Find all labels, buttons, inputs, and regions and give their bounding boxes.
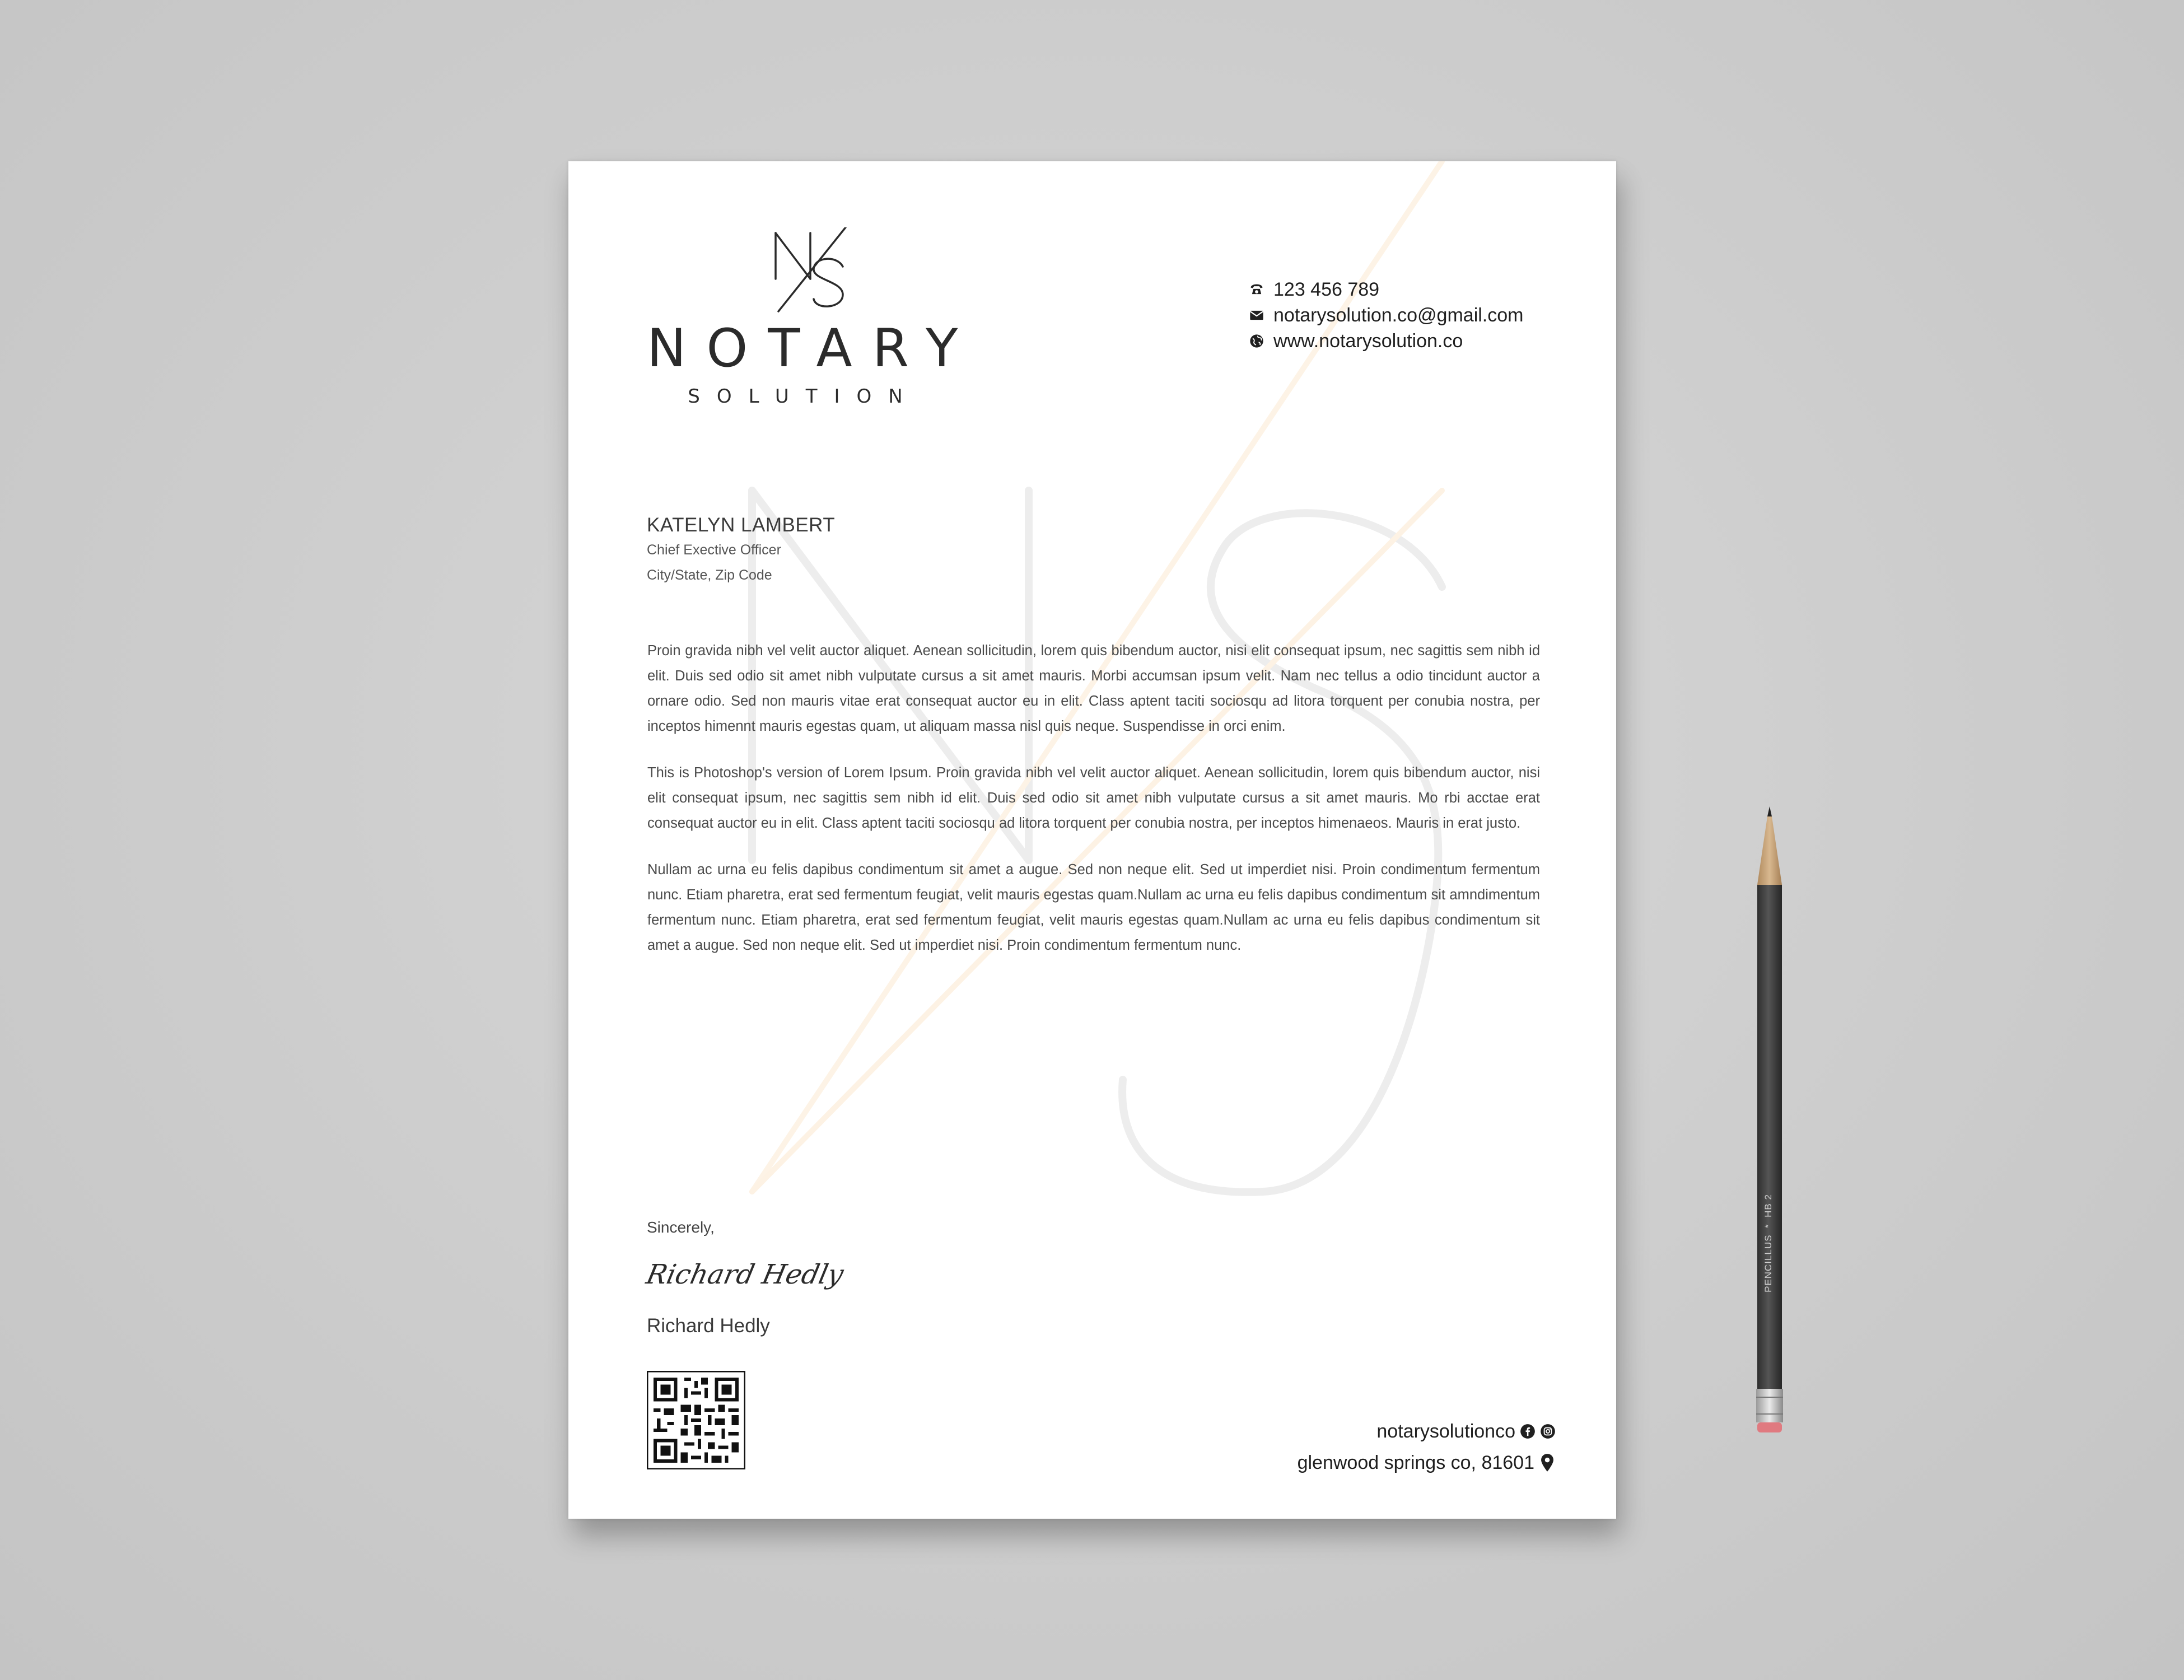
logo-wordmark: NOTARY xyxy=(647,318,978,379)
recipient-location: City/State, Zip Code xyxy=(647,567,772,583)
recipient-block xyxy=(647,513,835,588)
contact-phone xyxy=(1249,277,1523,302)
contact-block xyxy=(1249,277,1523,354)
recipient-title: Chief Exective Officer xyxy=(647,542,781,558)
body-paragraph: Nullam ac urna eu felis dapibus condimentum sit amet a augue. Sed non neque elit. Sed ut imperdiet nisi. Proin condimentum fermentum nunc. Etiam pharetra, erat sed fermentum feugiat, velit mauris egestas quam.Nullam ac urna eu felis dapibus condimentum sit amndimentum fermentum nunc. Etiam pharetra, erat sed fermentum feugiat, velit mauris egestas quam.Nullam ac urna eu felis dapibus condimentum sit amet a augue. Sed non neque elit. Sed ut imperdiet nisi. Proin condimentum fermentum nunc. xyxy=(647,862,1540,953)
phone-text: 123 456 789 xyxy=(1273,278,1380,300)
social-handle: notarysolutionco xyxy=(1376,1420,1515,1442)
footer-address xyxy=(1298,1447,1556,1478)
contact-website xyxy=(1249,328,1523,354)
qr-code-icon xyxy=(647,1371,745,1469)
letterhead-sheet xyxy=(568,161,1616,1519)
globe-icon xyxy=(1249,333,1264,349)
map-pin-icon xyxy=(1539,1453,1556,1472)
email-text: notarysolution.co@gmail.com xyxy=(1273,304,1524,326)
facebook-icon[interactable] xyxy=(1520,1424,1536,1439)
instagram-icon[interactable] xyxy=(1540,1424,1556,1439)
body-paragraph: Proin gravida nibh vel velit auctor aliquet. Aenean sollicitudin, lorem quis bibendum auctor, nisi elit consequat ipsum, nec sagittis sem nibh id elit. Duis sed odio sit amet nibh vulputate cursus a sit amet mauris. Morbi accumsan ipsum velit. Nam nec tellus a odio tincidunt auctor a ornare odio. Sed non mauris vitae erat consequat auctor eu in elit. Class aptent taciti sociosqu ad litora torquent per conubia nostra, per inceptos himennt mauris egestas quam, ut aliquam massa nisl quis neque. Suspendisse in orci enim. xyxy=(647,643,1540,734)
footer-contact xyxy=(1298,1416,1556,1478)
closing-salutation: Sincerely, xyxy=(647,1219,715,1236)
recipient-name: KATELYN LAMBERT xyxy=(647,514,836,536)
phone-icon xyxy=(1249,282,1264,297)
contact-email xyxy=(1249,302,1523,328)
logo-monogram-icon xyxy=(759,227,848,317)
website-text: www.notarysolution.co xyxy=(1273,330,1463,352)
signer-name: Richard Hedly xyxy=(647,1315,770,1337)
logo-tagline: SOLUTION xyxy=(688,385,920,408)
body-paragraph: This is Photoshop's version of Lorem Ipsum. Proin gravida nibh vel velit auctor aliquet. Aenean sollicitudin, lorem quis bibendum auctor, nisi elit consequat ipsum, nec sagittis sem nibh id elit. Duis sed odio sit amet nibh vulputate cursus a sit amet mauris. Mo rbi acctae erat consequat auctor eu in elit. Class aptent taciti sociosqu ad litora torquent per conubia nostra, per inceptos himenaeos. Mauris in erat justo. xyxy=(647,765,1540,831)
pencil-brand: PENCILLUS xyxy=(1763,1234,1774,1292)
company-logo xyxy=(647,227,978,408)
handwritten-signature: Richard Hedly xyxy=(643,1259,847,1290)
pencil-prop xyxy=(1754,806,1785,1478)
footer-social xyxy=(1298,1416,1556,1447)
letter-body xyxy=(647,638,1540,979)
pencil-grade: HB 2 xyxy=(1763,1194,1774,1217)
address-text: glenwood springs co, 81601 xyxy=(1297,1452,1534,1473)
pencil-label: PENCILLUS * HB 2 xyxy=(1763,1194,1774,1292)
envelope-icon xyxy=(1249,307,1264,323)
